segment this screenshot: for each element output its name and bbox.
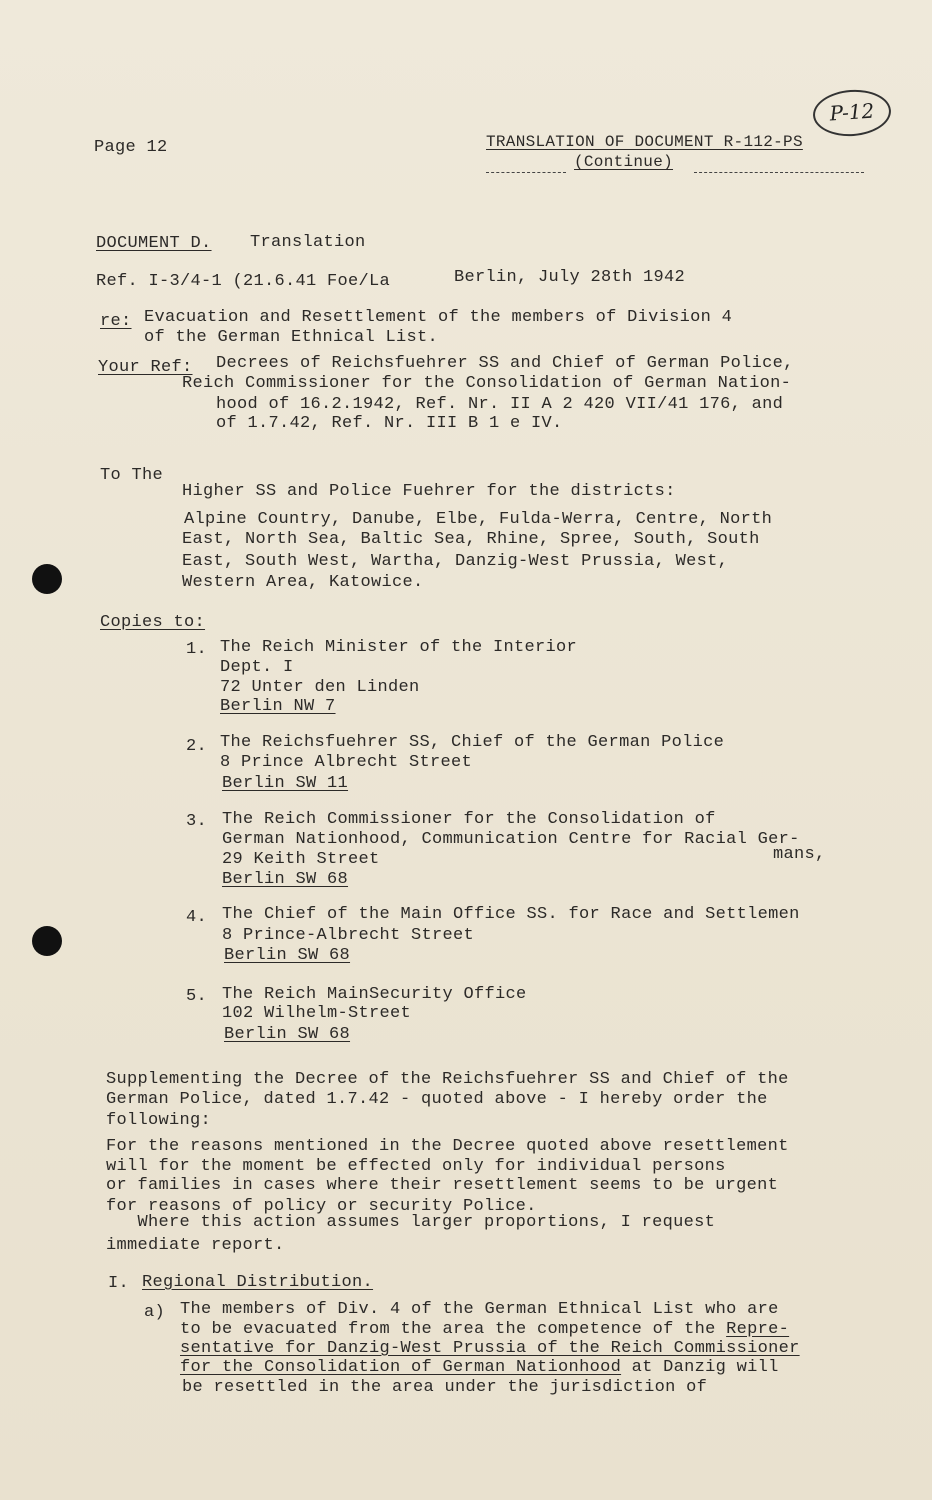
your-ref-line-3: hood of 16.2.1942, Ref. Nr. II A 2 420 VII/41 176, and: [216, 395, 784, 414]
item-a-line-4-underlined: for the Consolidation of German Nationhood: [180, 1358, 622, 1377]
copy-4-city: Berlin SW 68: [224, 946, 351, 965]
item-a-line-2-text: to be evacuated from the area the competence of the: [180, 1320, 727, 1339]
item-a-line-2-underlined: Repre-: [726, 1320, 790, 1339]
copy-5-city: Berlin SW 68: [224, 1025, 351, 1044]
copy-1-city: Berlin NW 7: [220, 697, 336, 716]
your-ref-line-4: of 1.7.42, Ref. Nr. III B 1 e IV.: [216, 414, 563, 433]
subtitle-dash-left: [486, 172, 566, 173]
copy-2-line-2: 8 Prince Albrecht Street: [220, 753, 473, 772]
to-heading: Higher SS and Police Fuehrer for the districts:: [182, 482, 676, 501]
punch-hole-top: [32, 564, 62, 594]
paragraph-1-line-1: Supplementing the Decree of the Reichsfuehrer SS and Chief of the: [106, 1070, 789, 1089]
document-label: DOCUMENT D.: [96, 234, 212, 253]
document-title: TRANSLATION OF DOCUMENT R-112-PS: [486, 133, 803, 151]
copy-5-line-1: The Reich MainSecurity Office: [222, 985, 527, 1004]
copy-2-city: Berlin SW 11: [222, 774, 349, 793]
copy-3-line-1: The Reich Commissioner for the Consolidation of: [222, 810, 716, 829]
copy-4-line-1: The Chief of the Main Office SS. for Race and Settlemen: [222, 905, 800, 924]
paragraph-1-line-3: following:: [106, 1111, 212, 1130]
page-number: Page 12: [94, 138, 168, 157]
copy-3-number: 3.: [186, 812, 208, 831]
paragraph-2-line-4: for reasons of policy or security Police.: [106, 1197, 537, 1216]
copy-1-number: 1.: [186, 640, 208, 659]
copy-1-line-1: The Reich Minister of the Interior: [220, 638, 578, 657]
item-a-line-4: [180, 1358, 779, 1378]
punch-hole-bottom: [32, 926, 62, 956]
districts-line-2: East, North Sea, Baltic Sea, Rhine, Spree, South, South: [182, 530, 760, 549]
item-a-line-4-text: at Danzig will: [621, 1358, 779, 1377]
item-a-line-5: be resettled in the area under the jurisdiction of: [182, 1378, 708, 1397]
reference: Ref. I-3/4-1 (21.6.41 Foe/La: [96, 272, 391, 291]
paragraph-2-line-5: Where this action assumes larger proportions, I request: [106, 1213, 716, 1232]
districts-line-4: Western Area, Katowice.: [182, 573, 424, 592]
districts-line-1: Alpine Country, Danube, Elbe, Fulda-Werra, Centre, North: [184, 510, 773, 529]
your-ref-line-2: Reich Commissioner for the Consolidation of German Nation-: [182, 374, 792, 393]
copy-3-line-3: 29 Keith Street: [222, 850, 380, 869]
re-line-1: Evacuation and Resettlement of the members of Division 4: [144, 308, 733, 327]
item-a-line-1: The members of Div. 4 of the German Ethnical List who are: [180, 1300, 779, 1319]
document-subtitle: (Continue): [574, 153, 674, 171]
your-ref-label: Your Ref:: [98, 358, 193, 377]
re-line-2: of the German Ethnical List.: [144, 328, 439, 347]
copy-3-extra: mans,: [773, 845, 826, 864]
to-label: To The: [100, 466, 164, 485]
section-title: Regional Distribution.: [142, 1273, 374, 1292]
copy-3-city: Berlin SW 68: [222, 870, 349, 889]
page-stamp: P-12: [811, 87, 892, 138]
copy-1-line-2: Dept. I: [220, 658, 294, 677]
copy-5-number: 5.: [186, 987, 208, 1006]
copy-2-line-1: The Reichsfuehrer SS, Chief of the German Police: [220, 733, 725, 752]
copy-4-number: 4.: [186, 908, 208, 927]
copy-1-line-3: 72 Unter den Linden: [220, 678, 420, 697]
districts-line-3: East, South West, Wartha, Danzig-West Prussia, West,: [182, 552, 729, 571]
copy-4-line-2: 8 Prince-Albrecht Street: [222, 926, 475, 945]
item-a-label: a): [144, 1303, 166, 1322]
paragraph-1-line-2: German Police, dated 1.7.42 - quoted above - I hereby order the: [106, 1090, 768, 1109]
paragraph-2-line-6: immediate report.: [106, 1236, 285, 1255]
subtitle-dash-right: [694, 172, 864, 173]
re-label: re:: [100, 312, 132, 331]
document-label-rest: Translation: [250, 233, 366, 252]
paragraph-2-line-3: or families in cases where their resettlement seems to be urgent: [106, 1176, 779, 1195]
copy-5-line-2: 102 Wilhelm-Street: [222, 1004, 412, 1023]
place-date: Berlin, July 28th 1942: [454, 268, 686, 287]
copies-label: Copies to:: [100, 613, 206, 632]
paragraph-2-line-1: For the reasons mentioned in the Decree quoted above resettlement: [106, 1137, 789, 1156]
item-a-line-3: sentative for Danzig-West Prussia of the Reich Commissioner: [180, 1339, 800, 1358]
copy-3-line-2: German Nationhood, Communication Centre for Racial Ger-: [222, 830, 800, 849]
section-number: I.: [108, 1274, 130, 1293]
copy-2-number: 2.: [186, 737, 208, 756]
item-a-line-2: [180, 1320, 789, 1340]
paragraph-2-line-2: will for the moment be effected only for individual persons: [106, 1157, 726, 1176]
your-ref-line-1: Decrees of Reichsfuehrer SS and Chief of German Police,: [216, 354, 794, 373]
